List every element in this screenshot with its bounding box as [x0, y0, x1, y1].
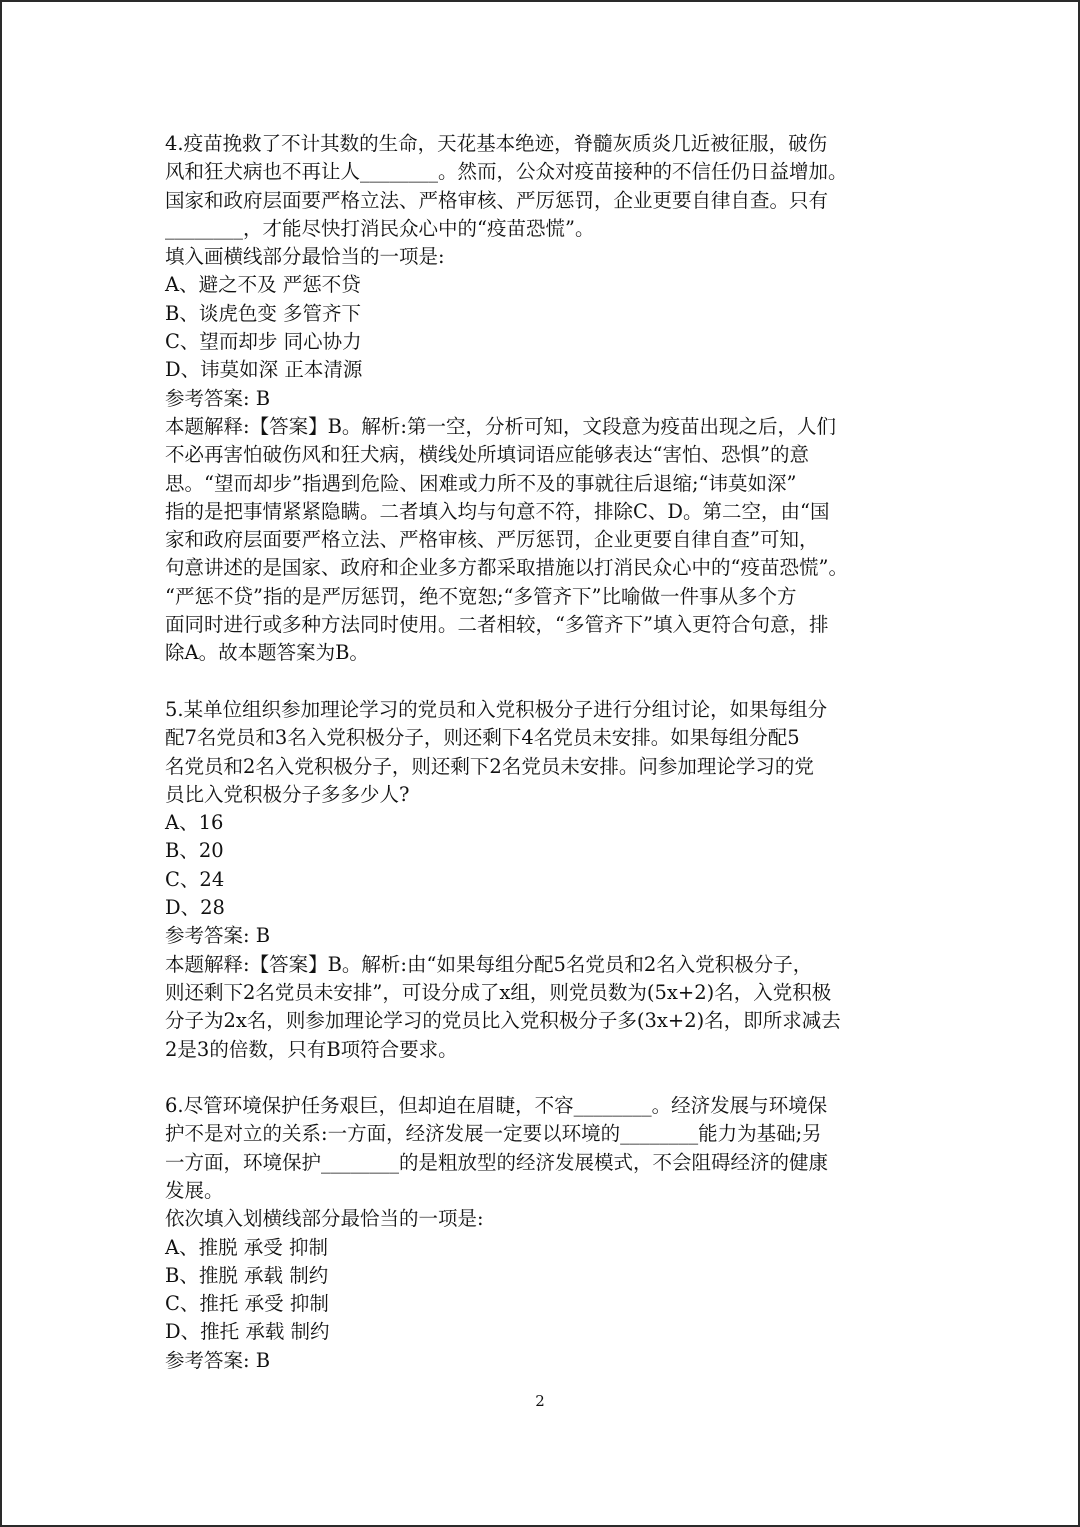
- page-content: [165, 130, 925, 1403]
- question-5: [165, 696, 925, 1064]
- text-line: C、24: [165, 867, 225, 891]
- text-line: “严惩不贷”指的是严厉惩罚，绝不宽恕;“多管齐下”比喻做一件事从多个方: [165, 584, 797, 608]
- text-line: 国家和政府层面要严格立法、严格审核、严厉惩罚，企业更要自律自查。只有: [165, 188, 829, 212]
- text-line: 5.某单位组织参加理论学习的党员和入党积极分子进行分组讨论，如果每组分: [165, 697, 828, 721]
- text-line: 6.尽管环境保护任务艰巨，但却迫在眉睫，不容________。经济发展与环境保: [165, 1094, 828, 1118]
- text-line: C、推托 承受 抑制: [165, 1292, 329, 1316]
- text-line: D、讳莫如深 正本清源: [165, 358, 363, 382]
- text-line: 除A。故本题答案为B。: [165, 641, 369, 665]
- text-line: 员比入党积极分子多多少人?: [165, 782, 410, 806]
- text-line: A、16: [165, 811, 224, 835]
- text-line: 名党员和2名入党积极分子，则还剩下2名党员未安排。问参加理论学习的党: [165, 754, 814, 778]
- text-line: 本题解释:【答案】B。解析:由“如果每组分配5名党员和2名入党积极分子，: [165, 952, 813, 976]
- text-line: 本题解释:【答案】B。解析:第一空，分析可知，文段意为疫苗出现之后，人们: [165, 414, 836, 438]
- text-line: 依次填入划横线部分最恰当的一项是:: [165, 1207, 484, 1231]
- text-line: 句意讲述的是国家、政府和企业多方都采取措施以打消民众心中的“疫苗恐慌”。: [165, 556, 848, 580]
- text-line: 则还剩下2名党员未安排”，可设分成了x组，则党员数为(5x+2)名，入党积极: [165, 980, 832, 1004]
- text-line: B、谈虎色变 多管齐下: [165, 301, 362, 325]
- question-4: [165, 130, 925, 668]
- text-line: 指的是把事情紧紧隐瞒。二者填入均与句意不符，排除C、D。第二空，由“国: [165, 499, 830, 523]
- text-line: A、避之不及 严惩不贷: [165, 273, 361, 297]
- text-line: D、推托 承载 制约: [165, 1320, 330, 1344]
- text-line: 参考答案: B: [165, 924, 271, 948]
- text-line: 参考答案: B: [165, 386, 271, 410]
- text-line: 风和狂犬病也不再让人________。然而，公众对疫苗接种的不信任仍日益增加。: [165, 160, 848, 184]
- text-line: 护不是对立的关系:一方面，经济发展一定要以环境的________能力为基础;另: [165, 1122, 822, 1146]
- text-line: 分子为2x名，则参加理论学习的党员比入党积极分子多(3x+2)名，即所求减去: [165, 1009, 841, 1033]
- question-6: [165, 1092, 925, 1375]
- text-line: D、28: [165, 896, 225, 920]
- text-line: 面同时进行或多种方法同时使用。二者相较，“多管齐下”填入更符合句意，排: [165, 613, 829, 637]
- text-line: 一方面，环境保护________的是粗放型的经济发展模式，不会阻碍经济的健康: [165, 1150, 829, 1174]
- text-line: 4.疫苗挽救了不计其数的生命，天花基本绝迹，脊髓灰质炎几近被征服，破伤: [165, 132, 828, 155]
- text-line: B、推脱 承载 制约: [165, 1263, 329, 1287]
- text-line: A、推脱 承受 抑制: [165, 1235, 328, 1259]
- text-line: ________，才能尽快打消民众心中的“疫苗恐慌”。: [165, 216, 595, 240]
- text-line: 配7名党员和3名入党积极分子，则还剩下4名党员未安排。如果每组分配5: [165, 726, 800, 750]
- text-line: C、望而却步 同心协力: [165, 330, 362, 354]
- text-line: 填入画横线部分最恰当的一项是:: [165, 245, 445, 269]
- text-line: 家和政府层面要严格立法、严格审核、严厉惩罚，企业更要自律自查”可知，: [165, 528, 819, 552]
- text-line: 不必再害怕破伤风和狂犬病，横线处所填词语应能够表达“害怕、恐惧”的意: [165, 443, 809, 467]
- text-line: B、20: [165, 839, 224, 863]
- text-line: 发展。: [165, 1178, 224, 1202]
- page-number: 2: [535, 1392, 545, 1410]
- text-line: 思。“望而却步”指遇到危险、困难或力所不及的事就往后退缩;“讳莫如深”: [165, 471, 797, 495]
- text-line: 2是3的倍数，只有B项符合要求。: [165, 1037, 458, 1061]
- text-line: 参考答案: B: [165, 1348, 271, 1372]
